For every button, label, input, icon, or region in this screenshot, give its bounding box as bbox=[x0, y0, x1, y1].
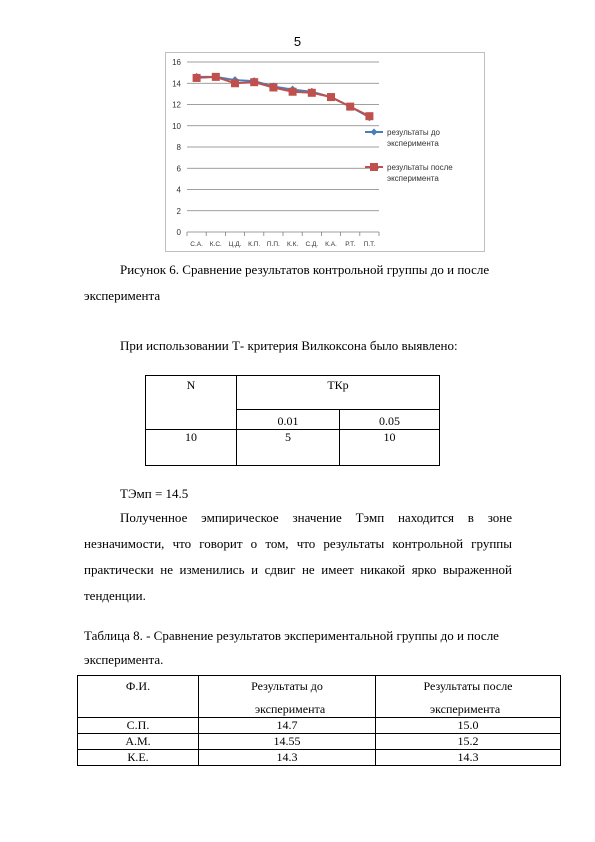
x-tick-label: Ц.Д. bbox=[228, 241, 242, 248]
row-after: 15.0 bbox=[376, 718, 561, 734]
table-row bbox=[78, 750, 561, 766]
row-after: 14.3 bbox=[376, 750, 561, 766]
table8-header-fio: Ф.И. bbox=[78, 676, 199, 718]
y-tick-label: 2 bbox=[176, 206, 181, 216]
x-tick-label: К.К. bbox=[287, 241, 299, 248]
legend-label: эксперимента bbox=[387, 139, 439, 148]
legend-label: эксперимента bbox=[387, 174, 439, 183]
x-tick-label: К.С. bbox=[209, 241, 222, 248]
header-005: 0.05 bbox=[340, 410, 440, 430]
chart-frame bbox=[166, 53, 485, 252]
y-tick-label: 12 bbox=[172, 100, 181, 110]
header-001: 0.01 bbox=[237, 410, 340, 430]
legend-label: результаты после bbox=[387, 163, 453, 172]
header-n: N bbox=[146, 376, 237, 430]
row-before: 14.3 bbox=[199, 750, 376, 766]
data-point-after bbox=[289, 88, 297, 96]
paragraph-line4: тенденции. bbox=[84, 588, 146, 603]
legend-marker bbox=[370, 163, 378, 171]
paragraph bbox=[84, 505, 512, 609]
y-tick-label: 16 bbox=[172, 58, 181, 67]
y-tick-label: 0 bbox=[176, 228, 181, 237]
y-tick-label: 4 bbox=[176, 185, 181, 195]
row-after: 15.2 bbox=[376, 734, 561, 750]
x-tick-label: П.Т. bbox=[363, 241, 376, 248]
x-tick-label: Р.Т. bbox=[345, 241, 356, 248]
table-row bbox=[78, 734, 561, 750]
figure-caption-line2: эксперимента bbox=[84, 288, 161, 303]
wilcoxon-table bbox=[145, 375, 440, 466]
y-tick-label: 8 bbox=[176, 143, 181, 152]
cell-005: 10 bbox=[340, 430, 440, 466]
page-number: 5 bbox=[293, 34, 302, 49]
table8-header-after bbox=[376, 676, 561, 718]
table8-header-before-line2: эксперимента bbox=[255, 702, 326, 716]
legend-label: результаты до bbox=[387, 128, 440, 137]
intro-text: При использовании Т- критерия Вилкоксона было выявлено: bbox=[120, 338, 458, 353]
x-tick-label: П.П. bbox=[266, 241, 280, 248]
data-point-after bbox=[193, 74, 201, 82]
x-tick-label: С.А. bbox=[190, 241, 203, 248]
table8-header-before-line1: Результаты до bbox=[251, 679, 323, 693]
table8-caption-line1: Таблица 8. - Сравнение результатов экспериментальной группы до и после bbox=[84, 628, 499, 643]
row-before: 14.55 bbox=[199, 734, 376, 750]
comparison-line-chart bbox=[165, 52, 485, 252]
table8 bbox=[77, 675, 561, 766]
data-point-after bbox=[250, 78, 258, 86]
y-tick-label: 6 bbox=[176, 164, 181, 174]
table8-header-after-line2: эксперимента bbox=[430, 702, 501, 716]
data-point-after bbox=[346, 103, 354, 111]
data-point-after bbox=[231, 79, 239, 87]
data-point-after bbox=[269, 84, 277, 92]
x-tick-label: К.П. bbox=[248, 241, 261, 248]
figure-caption-line1: Рисунок 6. Сравнение результатов контрольной группы до и после bbox=[120, 262, 490, 277]
row-before: 14.7 bbox=[199, 718, 376, 734]
x-tick-label: К.А. bbox=[325, 241, 337, 248]
temp-value: ТЭмп = 14.5 bbox=[120, 486, 189, 501]
table8-header-after-line1: Результаты после bbox=[423, 679, 513, 693]
y-tick-label: 10 bbox=[172, 121, 181, 131]
data-point-after bbox=[365, 112, 373, 120]
row-name: С.П. bbox=[78, 718, 199, 734]
header-tkr: ТКр bbox=[237, 376, 440, 410]
table-row bbox=[78, 718, 561, 734]
paragraph-line1: Полученное эмпирическое значение Тэмп находится в зоне bbox=[120, 510, 512, 525]
table8-caption-line2: эксперимента. bbox=[84, 652, 164, 667]
row-name: А.М. bbox=[78, 734, 199, 750]
cell-n: 10 bbox=[146, 430, 237, 466]
table8-header-before bbox=[199, 676, 376, 718]
paragraph-line2: незначимости, что говорит о том, что результаты контрольной группы bbox=[84, 536, 512, 551]
data-point-after bbox=[212, 73, 220, 81]
row-name: К.Е. bbox=[78, 750, 199, 766]
data-point-after bbox=[308, 89, 316, 97]
x-tick-label: С.Д. bbox=[305, 241, 319, 248]
data-point-after bbox=[327, 93, 335, 101]
y-tick-label: 14 bbox=[172, 79, 181, 89]
cell-001: 5 bbox=[237, 430, 340, 466]
paragraph-line3: практически не изменились и сдвиг не имеет никакой ярко выраженной bbox=[84, 562, 512, 577]
